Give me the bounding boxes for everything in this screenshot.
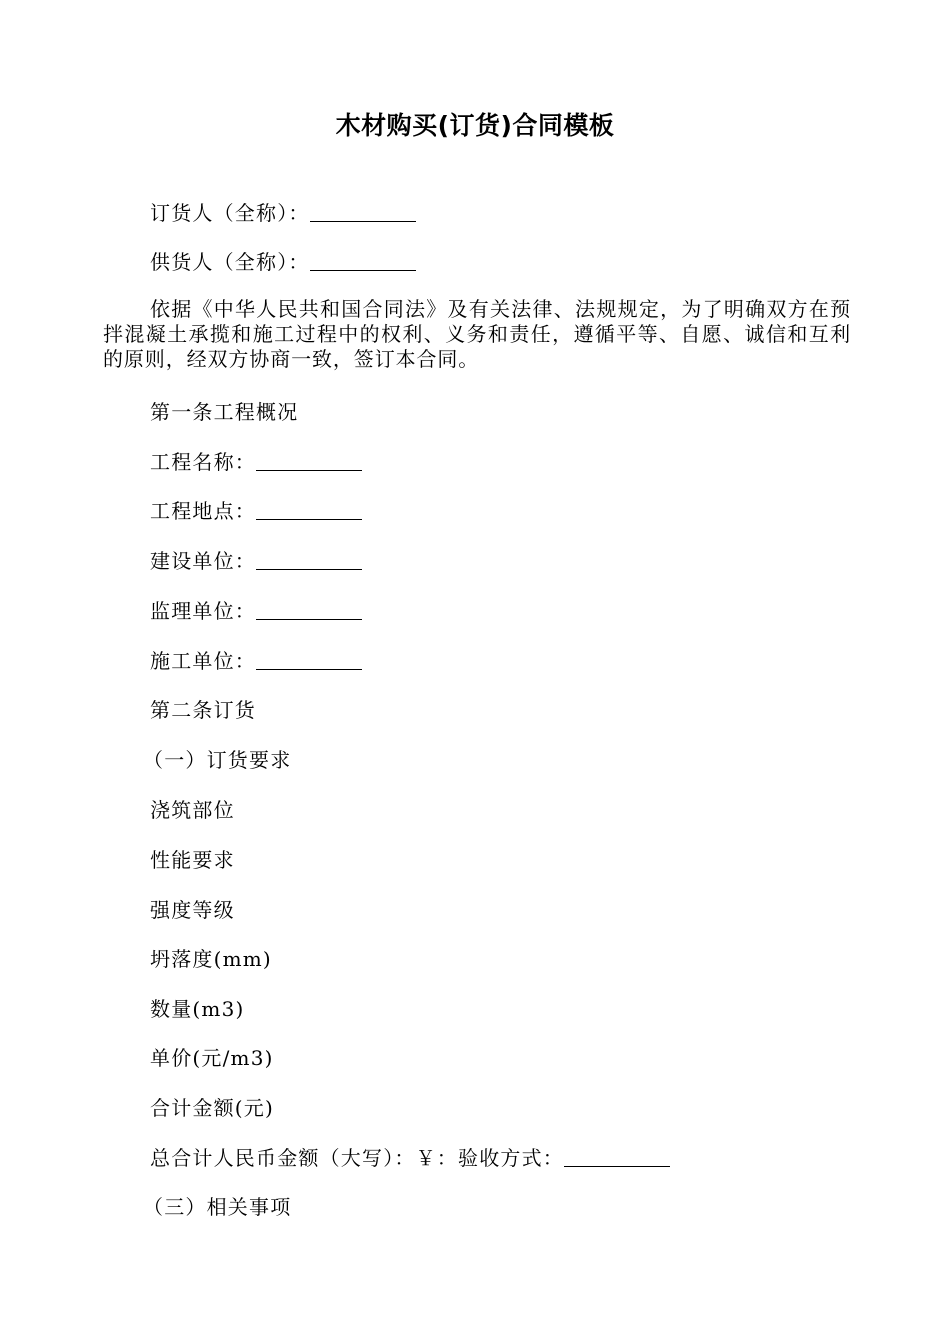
supervision-unit-label: 监理单位：	[150, 599, 256, 623]
document-title: 木材购买(订货)合同模板	[335, 111, 615, 140]
project-name-label: 工程名称：	[150, 450, 256, 474]
project-location-line	[150, 497, 362, 525]
acceptance-method-blank[interactable]	[564, 1148, 670, 1167]
project-name-line	[150, 448, 362, 476]
total-amount-item: 合计金额(元)	[150, 1096, 275, 1120]
construction-unit-line	[150, 547, 362, 575]
intro-paragraph: 依据《中华人民共和国合同法》及有关法律、法规规定，为了明确双方在预拌混凝土承揽和施工过程中的权利、义务和责任，遵循平等、自愿、诚信和互利的原则，经双方协商一致，签订本合同。	[103, 297, 851, 371]
supplier-label: 供货人（全称）：	[150, 250, 310, 274]
construction-unit-label: 建设单位：	[150, 549, 256, 573]
supplier-blank[interactable]	[310, 252, 416, 271]
project-location-blank[interactable]	[256, 501, 362, 520]
article2-heading: 第二条订货	[150, 698, 256, 722]
unit-price-item: 单价(元/m3)	[150, 1046, 274, 1070]
performance-item: 性能要求	[150, 848, 235, 872]
supervision-unit-line	[150, 597, 362, 625]
strength-grade-item: 强度等级	[150, 898, 235, 922]
builder-unit-line	[150, 647, 362, 675]
grand-total-label: 总合计人民币金额（大写）：￥：验收方式：	[150, 1146, 564, 1170]
builder-unit-label: 施工单位：	[150, 649, 256, 673]
construction-unit-blank[interactable]	[256, 551, 362, 570]
article1-heading: 第一条工程概况	[150, 400, 299, 424]
buyer-line	[150, 199, 416, 227]
project-name-blank[interactable]	[256, 452, 362, 471]
related-matters-heading: （三）相关事项	[143, 1195, 292, 1219]
buyer-label: 订货人（全称）：	[150, 201, 310, 225]
grand-total-line	[150, 1144, 670, 1172]
project-location-label: 工程地点：	[150, 499, 256, 523]
builder-unit-blank[interactable]	[256, 651, 362, 670]
slump-item: 坍落度(mm)	[150, 947, 272, 971]
supervision-unit-blank[interactable]	[256, 601, 362, 620]
pour-location-item: 浇筑部位	[150, 798, 235, 822]
order-requirements-heading: （一）订货要求	[143, 748, 292, 772]
supplier-line	[150, 248, 416, 276]
buyer-blank[interactable]	[310, 203, 416, 222]
quantity-item: 数量(m3)	[150, 997, 245, 1021]
